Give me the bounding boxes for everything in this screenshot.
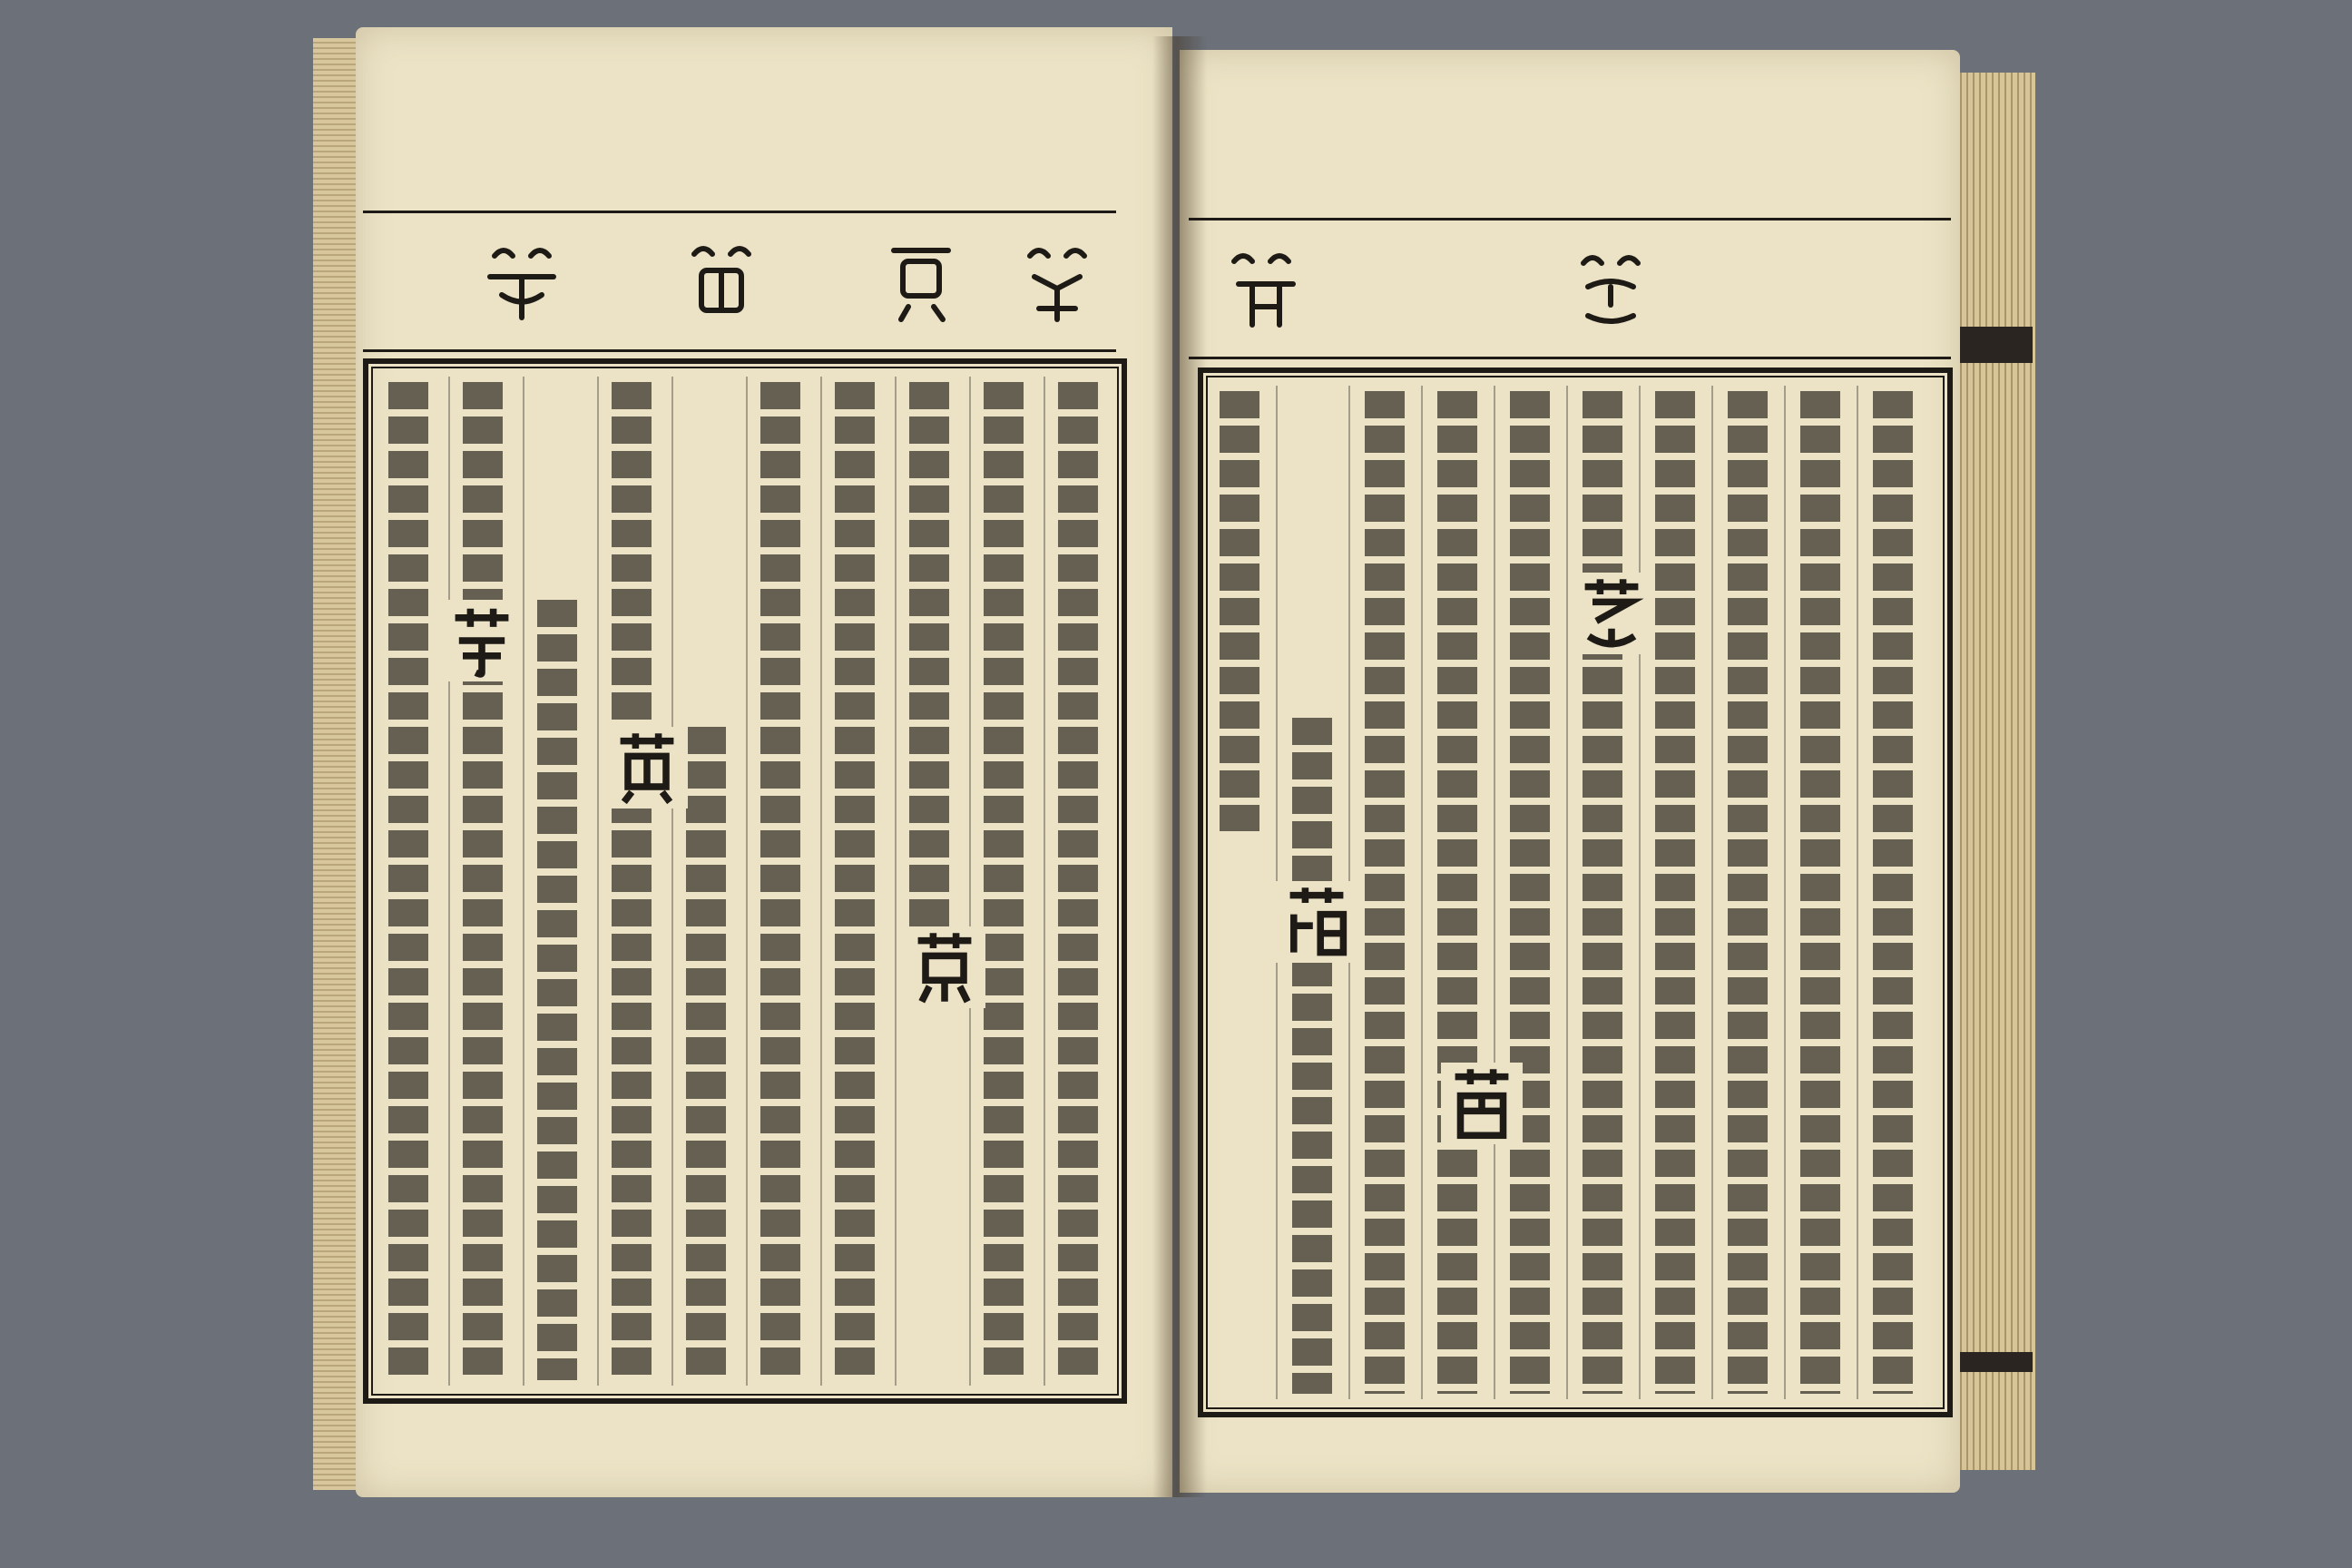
entry-headword <box>441 600 523 681</box>
right-seal-header <box>1189 218 1951 359</box>
text-column <box>909 382 949 926</box>
seal-character <box>1007 231 1107 331</box>
text-column <box>835 382 875 1380</box>
entry-headword <box>1571 573 1652 654</box>
edge-stripe <box>1960 327 2033 363</box>
entry-headword <box>904 926 985 1008</box>
text-column <box>463 382 503 1380</box>
text-column <box>388 382 428 1380</box>
left-page-edges <box>313 38 358 1490</box>
text-column <box>1655 391 1695 1394</box>
entry-headword <box>606 727 688 808</box>
edge-stripe <box>1960 1352 2033 1372</box>
text-column <box>1800 391 1840 1394</box>
text-column <box>760 382 800 1380</box>
text-column <box>537 600 577 1380</box>
seal-character <box>671 231 771 331</box>
text-column <box>1510 391 1550 1394</box>
text-column <box>1583 391 1622 1394</box>
left-text-frame <box>363 358 1127 1404</box>
text-column <box>1058 382 1098 1380</box>
text-column <box>1220 391 1259 831</box>
entry-headword <box>1276 881 1357 963</box>
right-page-edges <box>1949 73 2035 1470</box>
seal-character <box>871 231 971 331</box>
seal-character <box>1561 239 1661 338</box>
text-column <box>612 382 652 1380</box>
text-column <box>1437 391 1477 1394</box>
entry-headword <box>1441 1063 1523 1144</box>
text-column <box>1365 391 1405 1394</box>
text-column <box>1292 718 1332 1394</box>
text-column <box>1873 391 1913 1394</box>
right-text-frame <box>1198 368 1953 1417</box>
seal-character <box>472 231 572 331</box>
left-seal-header <box>363 211 1116 352</box>
text-column <box>984 382 1024 1380</box>
seal-character <box>1216 239 1316 338</box>
text-column <box>1728 391 1768 1394</box>
text-column <box>686 727 726 1380</box>
